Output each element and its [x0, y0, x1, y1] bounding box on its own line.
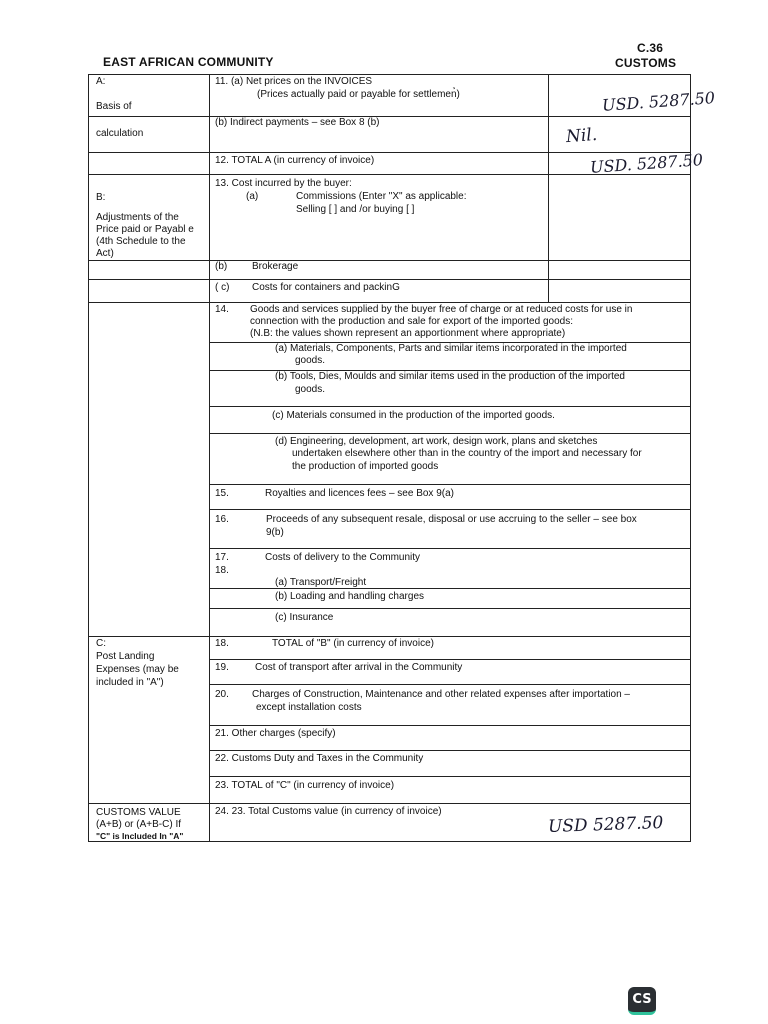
section-c-text-1: Post Landing: [96, 651, 155, 662]
row-14d-line-2: undertaken elsewhere other than in the country of the import and necessary for: [292, 448, 642, 459]
section-c-text-3: included in "A"): [96, 677, 164, 688]
row-14-line-1: Goods and services supplied by the buyer free of charge or at reduced costs for use in: [250, 304, 633, 315]
row-22: 22. Customs Duty and Taxes in the Community: [215, 753, 424, 764]
row-13a-sub: Selling [ ] and /or buying [ ]: [296, 204, 415, 215]
row-15: Royalties and licences fees – see Box 9(a): [265, 488, 454, 499]
row-13a: Commissions (Enter "X" as applicable:: [296, 191, 467, 202]
row-17: Costs of delivery to the Community: [265, 552, 421, 563]
section-c-label: C:: [96, 638, 106, 649]
section-a-label: A:: [96, 76, 106, 87]
form-title: EAST AFRICAN COMMUNITY: [103, 55, 274, 69]
row-20-line-1: Charges of Construction, Maintenance and other related expenses after importation –: [252, 689, 630, 700]
row-13c-label: ( c): [215, 282, 230, 293]
row-21: 21. Other charges (specify): [215, 728, 336, 739]
row-14b-line-2: goods.: [295, 384, 326, 395]
row-23: 23. TOTAL of "C" (in currency of invoice): [215, 780, 395, 791]
row-14d-line-3: the production of imported goods: [292, 461, 439, 472]
row-14b-line-1: (b) Tools, Dies, Moulds and similar items used in the production of the imported: [275, 371, 625, 382]
handwritten-value-12: USD. 5287.50: [589, 150, 704, 177]
row-18-total-num: 18.: [215, 638, 229, 649]
row-13b-label: (b): [215, 261, 228, 272]
row-17-num: 17.: [215, 552, 229, 563]
row-11a: 11. (a) Net prices on the INVOICES: [215, 76, 373, 87]
section-b-text-4: Act): [96, 248, 114, 259]
row-24: 24. 23. Total Customs value (in currency of invoice): [215, 806, 442, 817]
row-14-num: 14.: [215, 304, 229, 315]
section-a-calculation: calculation: [96, 128, 144, 139]
row-18b: (b) Loading and handling charges: [275, 591, 424, 602]
row-19-num: 19.: [215, 662, 229, 673]
row-13a-label: (a): [246, 191, 259, 202]
customs-value-formula: (A+B) or (A+B-C) If: [96, 819, 182, 830]
customs-value-note: "C" is Included In "A": [96, 831, 184, 841]
camscanner-logo: CS: [628, 987, 656, 1015]
row-12: 12. TOTAL A (in currency of invoice): [215, 155, 375, 166]
row-13: 13. Cost incurred by the buyer:: [215, 178, 352, 189]
section-b-label: B:: [96, 192, 106, 203]
row-16-num: 16.: [215, 514, 229, 525]
customs-value-label: CUSTOMS VALUE: [96, 807, 181, 818]
section-a-basis: Basis of: [96, 101, 132, 112]
form-code: C.36: [637, 41, 664, 55]
section-c-text-2: Expenses (may be: [96, 664, 179, 675]
row-20-line-2: except installation costs: [256, 702, 362, 713]
row-18-total: TOTAL of "B" (in currency of invoice): [272, 638, 434, 649]
row-19: Cost of transport after arrival in the Community: [255, 662, 463, 673]
row-11b: (b) Indirect payments – see Box 8 (b): [215, 117, 380, 128]
section-b-text-3: (4th Schedule to the: [96, 236, 186, 247]
handwritten-value-11b: Nil.: [565, 124, 598, 148]
row-14c: (c) Materials consumed in the production of the imported goods.: [272, 410, 555, 421]
section-b-text-1: Adjustments of the: [96, 212, 179, 223]
row-14a-line-2: goods.: [295, 355, 326, 366]
row-14-line-3: (N.B: the values shown represent an apportionment where appropriate): [250, 328, 566, 339]
row-15-num: 15.: [215, 488, 229, 499]
row-18c: (c) Insurance: [275, 612, 334, 623]
row-14d-line-1: (d) Engineering, development, art work, design work, plans and sketches: [275, 436, 598, 447]
row-20-num: 20.: [215, 689, 229, 700]
row-14a-line-1: (a) Materials, Components, Parts and similar items incorporated in the imported: [275, 343, 627, 354]
row-14-line-2: connection with the production and sale for export of the imported goods:: [250, 316, 573, 327]
section-b-text-2: Price paid or Payabl e: [96, 224, 194, 235]
row-13b: Brokerage: [252, 261, 299, 272]
row-16-line-1: Proceeds of any subsequent resale, disposal or use accruing to the seller – see box: [266, 514, 637, 525]
row-18-num: 18.: [215, 565, 229, 576]
handwritten-value-24: USD 5287.50: [547, 812, 664, 838]
row-18a: (a) Transport/Freight: [275, 577, 367, 588]
row-16-line-2: 9(b): [266, 527, 284, 538]
row-11a-sub: (Prices actually paid or payable for settlemen̉): [257, 89, 460, 100]
department-label: CUSTOMS: [615, 56, 677, 70]
row-13c: Costs for containers and packinG: [252, 282, 400, 293]
handwritten-value-11a: USD. 5287.50: [601, 88, 716, 115]
